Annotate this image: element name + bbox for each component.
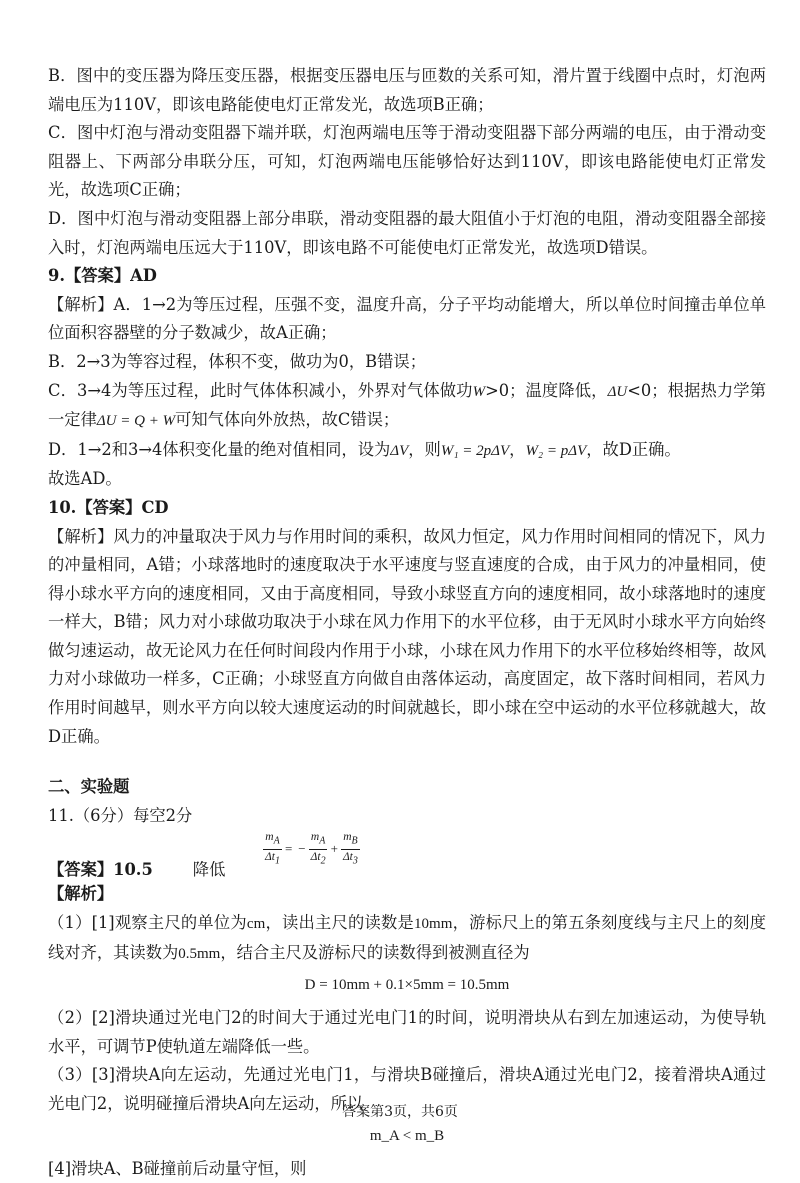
q11-p1-cm: cm (246, 916, 266, 933)
q11-p1-05mm: 0.5mm (178, 945, 221, 962)
q11-part3: （3）[3]滑块A向左运动，先通过光电门1，与滑块B碰撞后，滑块A通过光电门2，接着滑块A通过光电门2，说明碰撞后滑块A向左运动，所以 (48, 1065, 766, 1113)
q11-answer-label: 【答案】10.5 (48, 860, 153, 880)
frac1-num: m (265, 831, 274, 844)
equals-sign: = (284, 841, 293, 857)
q11-answer-second: 降低 (192, 860, 226, 880)
q9-analysis-b: B．2→3为等容过程，体积不变，做功为0，B错误； (48, 351, 426, 371)
option-d-analysis: D．图中灯泡与滑动变阻器上部分串联，滑动变阻器的最大阻值小于灯泡的电阻，滑动变阻器全部接入时，灯泡两端电压远大于110V，即该电路不可能使电灯正常发光，故选项D错误。 (48, 208, 766, 257)
q9-c-text-1: C．3→4为等压过程，此时气体体积减小，外界对气体做功 (48, 380, 473, 400)
q11-p1-10mm: 10mm (414, 916, 453, 933)
mass-inequality: m_A < m_B (369, 1127, 445, 1144)
page-footer: 答案第3页，共6页 (342, 1104, 458, 1120)
q9-c-text-3: <0；根据热力学第一定律 (48, 380, 766, 430)
frac3-den: Δt (342, 850, 353, 863)
section-spacer (48, 751, 766, 773)
q9-answer: 9.【答案】AD (48, 266, 157, 286)
q11-p1-text-2: ，读出主尺的读数是 (265, 913, 415, 933)
frac3-num-sub: B (351, 835, 358, 847)
q11-part1 (48, 909, 766, 968)
q9-d-text-3: ，故D正确。 (586, 439, 681, 459)
q9-d-text-1: D．1→2和3→4体积变化量的绝对值相同，设为 (48, 439, 391, 459)
frac3-den-sub: 3 (352, 855, 358, 867)
frac2-num-sub: A (319, 835, 326, 847)
frac2-den: Δt (310, 850, 321, 863)
frac1-den-sub: 1 (274, 855, 280, 867)
q11-answer-text (48, 856, 225, 884)
q10-analysis: 【解析】风力的冲量取决于风力与作用时间的乘积，故风力恒定，风力作用时间相同的情况下，风力的冲量相同，A错；小球落地时的速度取决于水平速度与竖直速度的合成，由于风力的冲量相同，使得小球水平方向的速度相同，又由于高度相同，导致小球竖直方向的速度相同，故小球落地时的速度一样大，B错；风力对小球做功取决于小球在风力作用下的水平位移，由于无风时小球水平方向始终做匀速运动，故无论风力在任何时间段内作用于小球，小球在风力作用下的水平位移始终相等，故风力对小球做功一样多，C正确；小球竖直方向做自由落体运动，高度固定，故下落时间相同，若风力作用时间越早，则水平方向以较大速度运动的时间就越长，即小球在空中运动的水平位移就越大，故D正确。 (48, 526, 766, 746)
diameter-equation: D = 10mm + 0.1×5mm = 10.5mm (304, 977, 510, 994)
q9-conclusion: 故选AD。 (48, 469, 122, 489)
q11-p1-text-1: （1）[1]观察主尺的单位为 (48, 913, 247, 933)
frac3-num: m (343, 831, 352, 844)
q9-d-delta-v: ΔV (390, 442, 409, 459)
frac2-den-sub: 2 (320, 855, 326, 867)
q9-d-w2-formula: W₂ = pΔV (525, 442, 587, 459)
q10-answer: 10.【答案】CD (48, 497, 169, 517)
minus-sign: − (298, 841, 306, 857)
q9-analysis-d (48, 436, 766, 466)
frac2-num: m (310, 831, 320, 844)
frac1-den: Δt (265, 850, 275, 863)
q11-answer-line (48, 830, 766, 886)
q9-c-work-symbol: W (472, 383, 486, 400)
option-c-analysis: C．图中灯泡与滑动变阻器下端并联，灯泡两端电压等于滑动变阻器下部分两端的电压，由于滑动变阻器上、下两部分串联分压，可知，灯泡两端电压能够恰好达到110V，即该电路能使电灯正常发光，故选项C正确； (48, 123, 766, 200)
q11-analysis-label: 【解析】 (48, 884, 114, 904)
q11-p1-text-3: ，游标尺上的第五条刻度线与主尺上的刻度线对齐，其读数为 (48, 913, 766, 962)
section-title-experiment: 二、实验题 (48, 777, 130, 797)
q9-d-w1-formula: W₁ = 2pΔV (440, 442, 510, 459)
q11-momentum-equation (263, 830, 360, 868)
document-body (48, 62, 766, 1183)
q9-d-text-2: ，则 (408, 439, 441, 459)
frac1-num-sub: A (273, 835, 280, 847)
option-b-analysis: B．图中的变压器为降压变压器，根据变压器电压与匝数的关系可知，滑片置于线圈中点时，灯泡两端电压为110V，即该电路能使电灯正常发光，故选项B正确； (48, 66, 766, 114)
q11-part2: （2）[2]滑块通过光电门2的时间大于通过光电门1的时间，说明滑块从右到左加速运动，为使导轨水平，可调节P使轨道左端降低一些。 (48, 1008, 766, 1056)
frac-mb-dt3 (341, 830, 360, 868)
q9-c-text-2: >0；温度降低， (485, 380, 608, 400)
frac-ma-dt2 (309, 830, 328, 868)
q9-c-text-4: 可知气体向外放热，故C错误； (175, 410, 400, 430)
frac-ma-dt1 (263, 830, 282, 868)
q11-header: 11.（6分）每空2分 (48, 805, 193, 825)
q9-c-delta-u: ΔU (607, 383, 628, 400)
q11-p1-text-4: ，结合主尺及游标尺的读数得到被测直径为 (220, 942, 530, 962)
q9-c-first-law-formula: ΔU = Q + W (96, 413, 176, 430)
q9-d-separator: ， (509, 439, 526, 459)
q9-analysis-a: 【解析】A．1→2为等压过程，压强不变，温度升高，分子平均动能增大，所以单位时间撞击单位单位面积容器壁的分子数减少，故A正确； (48, 294, 766, 343)
q9-analysis-c (48, 377, 766, 436)
plus-sign: + (330, 841, 338, 857)
q11-part4: [4]滑块A、B碰撞前后动量守恒，则 (48, 1158, 307, 1178)
